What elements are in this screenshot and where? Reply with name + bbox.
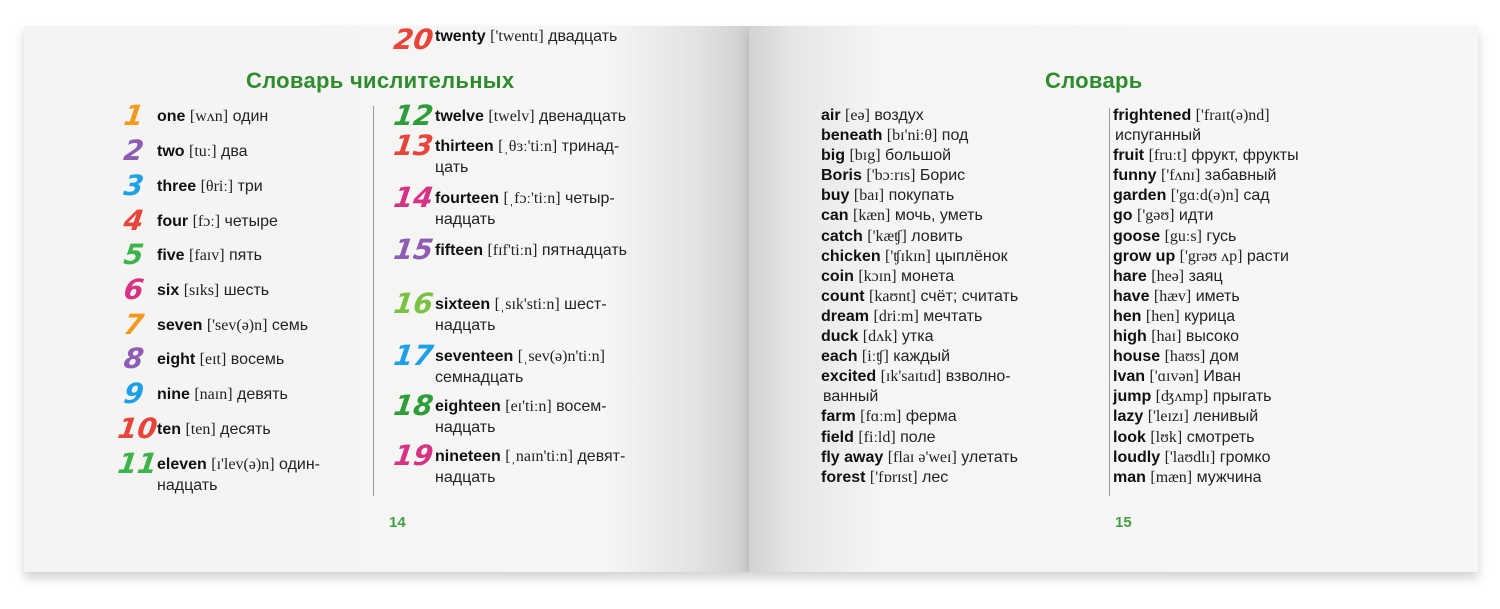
english-word: farm xyxy=(821,408,856,426)
transcription: [ˌsev(ə)n'tiːn] xyxy=(517,348,606,365)
dictionary-entry xyxy=(1113,367,1299,387)
transcription: ['ɑɪvən] xyxy=(1149,368,1199,386)
english-word: ten xyxy=(157,421,181,438)
english-word: two xyxy=(157,143,185,160)
english-word: funny xyxy=(1113,167,1157,185)
translation: сад xyxy=(1243,187,1270,205)
translation-continued: надцать xyxy=(435,211,496,228)
english-word: thirteen xyxy=(435,138,494,155)
number-digit: 20 xyxy=(391,23,436,56)
english-word: count xyxy=(821,287,865,305)
english-word: fifteen xyxy=(435,242,483,259)
number-entry xyxy=(157,106,372,127)
translation: один- xyxy=(279,456,320,473)
dictionary-entry xyxy=(821,206,1018,226)
translation: ленивый xyxy=(1193,408,1259,426)
number-entry xyxy=(157,141,372,162)
dictionary-entry xyxy=(821,166,1018,186)
transcription: [ʤʌmp] xyxy=(1155,388,1209,406)
dictionary-entry xyxy=(1113,186,1299,206)
translation-continued: семнадцать xyxy=(435,369,524,386)
translation: ферма xyxy=(905,408,957,426)
dictionary-entry xyxy=(821,267,1018,287)
translation: лес xyxy=(922,468,949,486)
english-word: four xyxy=(157,213,189,230)
translation: двадцать xyxy=(548,28,618,45)
number-digit: 10 xyxy=(115,412,160,445)
dictionary-entry xyxy=(821,106,1018,126)
translation: восемь xyxy=(230,351,285,368)
number-entry xyxy=(435,396,690,438)
dictionary-entry xyxy=(821,428,1018,448)
transcription: [hæv] xyxy=(1153,287,1192,305)
transcription: ['fraɪt(ə)nd] xyxy=(1195,107,1270,124)
transcription: [naɪn] xyxy=(194,386,233,403)
number-entry xyxy=(435,346,690,388)
english-word: twelve xyxy=(435,108,484,125)
translation: шесть xyxy=(223,282,270,299)
transcription: [ten] xyxy=(185,421,216,438)
english-word: fly away xyxy=(821,448,884,466)
translation: каждый xyxy=(893,348,951,366)
number-entry xyxy=(157,454,372,496)
translation: идти xyxy=(1178,207,1214,225)
dictionary-entry xyxy=(821,146,1018,166)
dictionary-entry xyxy=(1113,247,1299,267)
translation: ловить xyxy=(911,227,963,245)
transcription: [ˌfɔː'tiːn] xyxy=(503,190,561,207)
number-digit: 14 xyxy=(391,181,436,214)
translation: пятнадцать xyxy=(541,242,627,259)
translation-continued: цать xyxy=(435,159,469,176)
english-word: five xyxy=(157,247,185,264)
english-word: coin xyxy=(821,267,854,285)
translation: утка xyxy=(901,328,934,346)
page-number: 15 xyxy=(1115,514,1132,531)
translation: фрукт, фрукты xyxy=(1191,147,1299,165)
translation: большой xyxy=(885,147,952,165)
english-word: sixteen xyxy=(435,296,491,313)
right-page xyxy=(749,26,1478,572)
translation: десять xyxy=(220,421,271,438)
english-word: air xyxy=(821,107,841,124)
dictionary-entry xyxy=(1113,166,1299,186)
transcription: ['fɒrɪst] xyxy=(869,468,918,486)
dictionary-entry xyxy=(1113,206,1299,226)
column-divider xyxy=(1109,108,1110,496)
translation: семь xyxy=(271,317,309,334)
english-word: garden xyxy=(1113,187,1167,205)
transcription: [ɪ'lev(ə)n] xyxy=(211,456,275,473)
translation: три xyxy=(237,178,263,195)
english-word: forest xyxy=(821,468,866,486)
english-word: go xyxy=(1113,207,1133,225)
english-word: eighteen xyxy=(435,398,501,415)
number-entry xyxy=(435,106,690,127)
dictionary-column-1 xyxy=(821,106,1018,488)
translation: девят- xyxy=(577,448,626,465)
dictionary-entry xyxy=(821,126,1018,146)
english-word: high xyxy=(1113,328,1147,346)
translation: мечтать xyxy=(923,307,983,325)
open-book xyxy=(24,23,1478,572)
translation: тринад- xyxy=(561,138,620,155)
number-entry xyxy=(435,446,690,488)
english-word: dream xyxy=(821,307,870,325)
transcription: [haʊs] xyxy=(1164,348,1206,366)
dictionary-entry xyxy=(821,186,1018,206)
transcription: [eə] xyxy=(845,107,870,124)
number-digit: 2 xyxy=(121,134,146,167)
translation: иметь xyxy=(1195,287,1240,305)
english-word: each xyxy=(821,348,858,366)
translation: заяц xyxy=(1188,267,1223,285)
number-entry xyxy=(435,26,690,47)
number-digit: 7 xyxy=(121,308,146,341)
number-digit: 18 xyxy=(391,389,436,422)
translation: воздух xyxy=(874,107,924,124)
number-digit: 11 xyxy=(115,447,160,480)
transcription: [haɪ] xyxy=(1151,328,1182,346)
english-word: frightened xyxy=(1113,107,1192,124)
english-word: seven xyxy=(157,317,203,334)
english-word: hare xyxy=(1113,267,1147,285)
number-digit: 8 xyxy=(121,342,146,375)
transcription: [kaʊnt] xyxy=(869,287,916,305)
dictionary-entry xyxy=(821,307,1018,327)
number-digit: 6 xyxy=(121,273,146,306)
transcription: [heə] xyxy=(1151,267,1185,285)
transcription: [ˌθɜː'tiːn] xyxy=(498,138,558,155)
translation: пять xyxy=(229,247,263,264)
number-digit: 16 xyxy=(391,287,436,320)
translation-continued: надцать xyxy=(435,317,496,334)
translation: взволно- xyxy=(945,368,1011,386)
dictionary-entry xyxy=(1113,448,1299,468)
english-word: goose xyxy=(1113,227,1161,245)
left-page xyxy=(24,23,749,572)
transcription: [sɪks] xyxy=(183,282,220,299)
transcription: [dʌk] xyxy=(862,328,898,346)
english-word: six xyxy=(157,282,180,299)
translation: высоко xyxy=(1185,328,1240,346)
english-word: loudly xyxy=(1113,448,1161,466)
translation: громко xyxy=(1219,448,1271,466)
number-digit: 9 xyxy=(121,377,146,410)
transcription: [hen] xyxy=(1145,307,1180,325)
transcription: [fɔː] xyxy=(192,213,221,230)
dictionary-entry xyxy=(1113,468,1299,488)
english-word: man xyxy=(1113,468,1146,486)
dictionary-entry xyxy=(1113,428,1299,448)
transcription: ['gɑːd(ə)n] xyxy=(1170,187,1239,205)
transcription: [ˌsɪk'stiːn] xyxy=(494,296,560,313)
transcription: [θriː] xyxy=(200,178,234,195)
number-entry xyxy=(157,176,372,197)
english-word: eleven xyxy=(157,456,207,473)
english-word: hen xyxy=(1113,307,1142,325)
english-word: one xyxy=(157,108,186,125)
translation: гусь xyxy=(1206,227,1237,245)
english-word: have xyxy=(1113,287,1150,305)
number-digit: 19 xyxy=(391,439,436,472)
english-word: three xyxy=(157,178,197,195)
translation: восем- xyxy=(556,398,607,415)
transcription: [bɪ'niːθ] xyxy=(886,127,938,145)
transcription: [eɪ'tiːn] xyxy=(505,398,552,415)
english-word: twenty xyxy=(435,28,486,45)
dictionary-entry xyxy=(821,448,1018,468)
transcription: [fɪf'tiːn] xyxy=(487,242,538,259)
transcription: [driːm] xyxy=(873,307,919,325)
number-digit: 3 xyxy=(121,169,146,202)
column-divider xyxy=(373,106,374,496)
translation: расти xyxy=(1246,247,1289,265)
english-word: house xyxy=(1113,348,1161,366)
dictionary-entry xyxy=(1113,267,1299,287)
transcription: ['bɔːrɪs] xyxy=(866,167,916,185)
dictionary-entry xyxy=(821,327,1018,347)
number-digit: 15 xyxy=(391,233,436,266)
translation: под xyxy=(941,127,969,145)
transcription: [wʌn] xyxy=(189,108,229,125)
english-word: Ivan xyxy=(1113,368,1146,386)
english-word: lazy xyxy=(1113,408,1144,426)
translation: четыр- xyxy=(564,190,615,207)
transcription: ['fʌnɪ] xyxy=(1161,167,1201,185)
number-digit: 5 xyxy=(121,238,146,271)
transcription: ['ʧɪkɪn] xyxy=(885,247,931,265)
transcription: [kɔɪn] xyxy=(858,267,897,285)
transcription: [fɑːm] xyxy=(860,408,902,426)
transcription: ['grəʊ ʌp] xyxy=(1179,247,1243,265)
transcription: [iːʧ] xyxy=(861,348,889,366)
translation: девять xyxy=(237,386,288,403)
transcription: [faɪv] xyxy=(189,247,225,264)
number-digit: 1 xyxy=(121,99,146,132)
english-word: catch xyxy=(821,227,863,245)
dictionary-entry xyxy=(1113,327,1299,347)
number-entry xyxy=(157,315,372,336)
translation: прыгать xyxy=(1212,388,1272,406)
number-entry xyxy=(157,211,372,232)
translation: Борис xyxy=(919,167,966,185)
dictionary-column-2 xyxy=(1113,106,1299,488)
dictionary-entry xyxy=(1113,227,1299,247)
page-number: 14 xyxy=(389,514,406,531)
transcription: [kæn] xyxy=(853,207,891,225)
transcription: [ˌnaɪn'tiːn] xyxy=(505,448,573,465)
dictionary-entry xyxy=(1113,387,1299,407)
english-word: nineteen xyxy=(435,448,501,465)
page-title: Словарь xyxy=(1045,68,1143,93)
transcription: [guːs] xyxy=(1164,227,1202,245)
translation: двенадцать xyxy=(539,108,627,125)
transcription: [mæn] xyxy=(1150,468,1193,486)
transcription: ['gəʊ] xyxy=(1137,207,1175,225)
transcription: [twelv] xyxy=(488,108,535,125)
translation: мочь, уметь xyxy=(894,207,983,225)
number-entry xyxy=(435,240,690,261)
english-word: fruit xyxy=(1113,147,1145,165)
english-word: fourteen xyxy=(435,190,499,207)
number-digit: 12 xyxy=(391,99,436,132)
translation: шест- xyxy=(564,296,607,313)
english-word: excited xyxy=(821,368,877,386)
transcription: ['twentɪ] xyxy=(490,28,544,45)
translation-continued: надцать xyxy=(435,419,496,436)
translation-continued: ванный xyxy=(823,388,879,406)
dictionary-entry xyxy=(821,247,1018,267)
english-word: eight xyxy=(157,351,196,368)
number-entry xyxy=(157,349,372,370)
english-word: field xyxy=(821,428,854,446)
translation: мужчина xyxy=(1196,468,1262,486)
translation: Иван xyxy=(1203,368,1241,386)
english-word: jump xyxy=(1113,388,1152,406)
translation: поле xyxy=(900,428,936,446)
english-word: beneath xyxy=(821,127,883,145)
dictionary-entry xyxy=(821,347,1018,367)
number-entry xyxy=(435,188,690,230)
dictionary-entry xyxy=(1113,407,1299,427)
translation: покупать xyxy=(888,187,955,205)
number-entry xyxy=(435,136,690,178)
number-entry xyxy=(157,280,372,301)
translation: цыплёнок xyxy=(935,247,1008,265)
dictionary-entry xyxy=(1113,347,1299,367)
translation: дом xyxy=(1209,348,1240,366)
dictionary-entry xyxy=(821,468,1018,488)
number-entry xyxy=(157,419,372,440)
translation: два xyxy=(221,143,248,160)
transcription: [tuː] xyxy=(189,143,217,160)
transcription: [eɪt] xyxy=(199,351,227,368)
english-word: nine xyxy=(157,386,190,403)
transcription: ['kæʧ] xyxy=(867,227,907,245)
dictionary-entry xyxy=(1113,287,1299,307)
english-word: seventeen xyxy=(435,348,514,365)
translation-continued: надцать xyxy=(435,469,496,486)
dictionary-entry xyxy=(1113,146,1299,166)
number-entry xyxy=(435,294,690,336)
translation: монета xyxy=(901,267,955,285)
dictionary-entry xyxy=(821,287,1018,307)
english-word: buy xyxy=(821,187,850,205)
transcription: [fruːt] xyxy=(1148,147,1187,165)
translation: четыре xyxy=(224,213,278,230)
transcription: [baɪ] xyxy=(853,187,885,205)
english-word: Boris xyxy=(821,167,862,185)
english-word: big xyxy=(821,147,845,165)
translation-continued: надцать xyxy=(157,477,218,494)
translation: счёт; считать xyxy=(920,287,1019,305)
translation-continued: испуганный xyxy=(1115,127,1202,145)
transcription: ['leɪzɪ] xyxy=(1147,408,1189,426)
english-word: look xyxy=(1113,428,1146,446)
dictionary-entry xyxy=(1113,106,1299,126)
dictionary-entry xyxy=(821,407,1018,427)
transcription: [fiːld] xyxy=(858,428,896,446)
page-title: Словарь числительных xyxy=(246,68,515,93)
number-digit: 17 xyxy=(391,339,436,372)
translation: курица xyxy=(1184,307,1236,325)
translation: забавный xyxy=(1204,167,1277,185)
number-digit: 4 xyxy=(121,204,146,237)
transcription: ['sev(ə)n] xyxy=(206,317,268,334)
transcription: ['laʊdlɪ] xyxy=(1164,448,1216,466)
translation: смотреть xyxy=(1186,428,1255,446)
number-entry xyxy=(157,245,372,266)
dictionary-entry xyxy=(821,227,1018,247)
english-word: can xyxy=(821,207,849,225)
dictionary-entry xyxy=(1113,307,1299,327)
transcription: [lʊk] xyxy=(1150,428,1183,446)
number-entry xyxy=(157,384,372,405)
translation: улетать xyxy=(961,448,1018,466)
english-word: grow up xyxy=(1113,247,1176,265)
transcription: [flaɪ ə'weɪ] xyxy=(887,448,957,466)
dictionary-entry xyxy=(821,367,1018,387)
transcription: [bɪg] xyxy=(849,147,881,165)
transcription: [ɪk'saɪtɪd] xyxy=(880,368,942,386)
english-word: chicken xyxy=(821,247,881,265)
translation: один xyxy=(232,108,269,125)
number-digit: 13 xyxy=(391,129,436,162)
english-word: duck xyxy=(821,328,859,346)
